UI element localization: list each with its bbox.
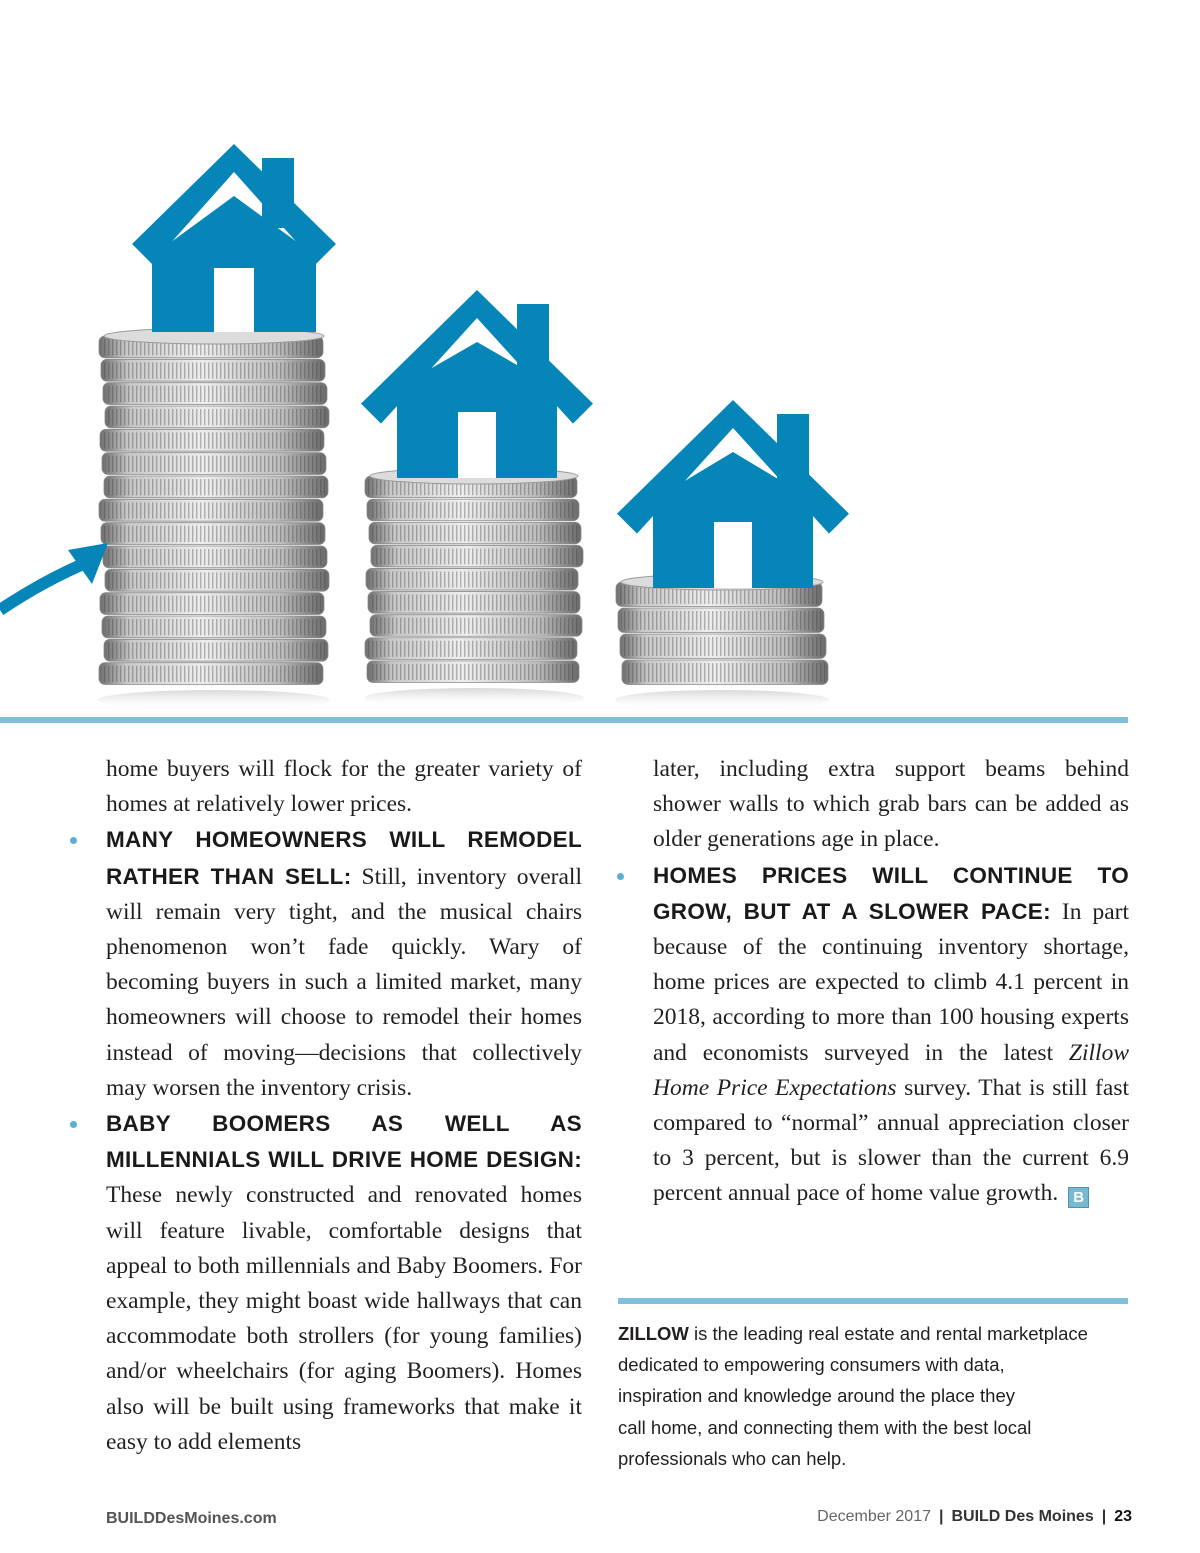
survey-title: Zillow Home Price Expectations <box>653 1039 1129 1101</box>
bullet-home-design-lead: BABY BOOMERS AS WELL AS MILLENNIALS WILL DRIVE HOME DESIGN: <box>106 1111 582 1173</box>
end-mark-icon: B <box>1068 1187 1089 1208</box>
bio-line-2: dedicated to empowering consumers with data, <box>618 1354 1005 1376</box>
bullet-home-prices-text-b: survey. That is still fast compared to “normal” annual appreciation closer to 3 percent, but is slower than the current 6.9 percent annual pace of home value growth. <box>653 1074 1129 1207</box>
footer-website: BUILDDesMoines.com <box>106 1510 277 1527</box>
bio-line-1: is the leading real estate and rental marketplace <box>688 1323 1088 1344</box>
footer-publication: BUILD Des Moines <box>951 1508 1094 1525</box>
bullet-remodel-lead: MANY HOMEOWNERS WILL REMODEL RATHER THAN SELL: <box>106 827 582 889</box>
bio-divider-rule <box>618 1298 1128 1304</box>
left-intro-paragraph: home buyers will flock for the greater variety of homes at relatively lower prices. <box>106 756 582 818</box>
footer-separator-2: | <box>1101 1508 1107 1525</box>
right-column <box>653 752 1129 1212</box>
footer-separator-1: | <box>938 1508 944 1525</box>
coin-stack-large <box>98 328 330 710</box>
bullet-remodel-text: Still, inventory overall will remain very tight, and the musical chairs phenomenon won’t fade quickly. Wary of becoming buyers in such a limited market, many homeowners will choose to remodel their homes instead of moving—decisions that collectively may worsen the inventory crisis. <box>106 863 582 1101</box>
footer-date: December 2017 <box>817 1508 931 1525</box>
bullet-home-design-text: These newly constructed and renovated homes will feature livable, comfortable designs that appeal to both millennials and Baby Boomers. For example, they might boast wide hallways that can accommodate both strollers (for young families) and/or wheelchairs (for aging Boomers). Homes also will be built using frameworks that make it easy to add elements <box>106 1182 582 1455</box>
zillow-bio <box>618 1318 1128 1474</box>
bio-company-name: ZILLOW <box>618 1323 689 1344</box>
coin-stack-small <box>615 574 829 710</box>
bullet-home-prices <box>653 858 1129 1212</box>
house-medium-icon <box>361 290 593 478</box>
bullet-remodel <box>106 822 582 1106</box>
left-column <box>106 752 582 1460</box>
bio-line-4: call home, and connecting them with the best local <box>618 1416 1032 1438</box>
trend-arrow-icon <box>0 562 88 610</box>
house-small-icon <box>617 400 849 588</box>
bullet-home-prices-lead: HOMES PRICES WILL CONTINUE TO GROW, BUT AT A SLOWER PACE: <box>653 862 1129 924</box>
top-divider-rule <box>0 717 1128 723</box>
bullet-home-design <box>106 1106 582 1460</box>
coin-stack-medium <box>364 468 584 708</box>
bio-line-5: professionals who can help. <box>618 1447 847 1469</box>
house-large-icon <box>132 144 336 332</box>
footer-page-number: 23 <box>1114 1508 1132 1525</box>
bio-line-3: inspiration and knowledge around the place they <box>618 1385 1016 1407</box>
footer-folio <box>817 1508 1132 1526</box>
bullet-home-prices-text-a: In part because of the continuing inventory shortage, home prices are expected to climb 4.1 percent in 2018, according to more than 100 housing experts and economists surveyed in the latest <box>653 898 1129 1066</box>
houses-on-coin-stacks-illustration <box>0 0 1200 730</box>
right-intro-paragraph: later, including extra support beams behind shower walls to which grab bars can be added as older generations age in place. <box>653 756 1129 853</box>
